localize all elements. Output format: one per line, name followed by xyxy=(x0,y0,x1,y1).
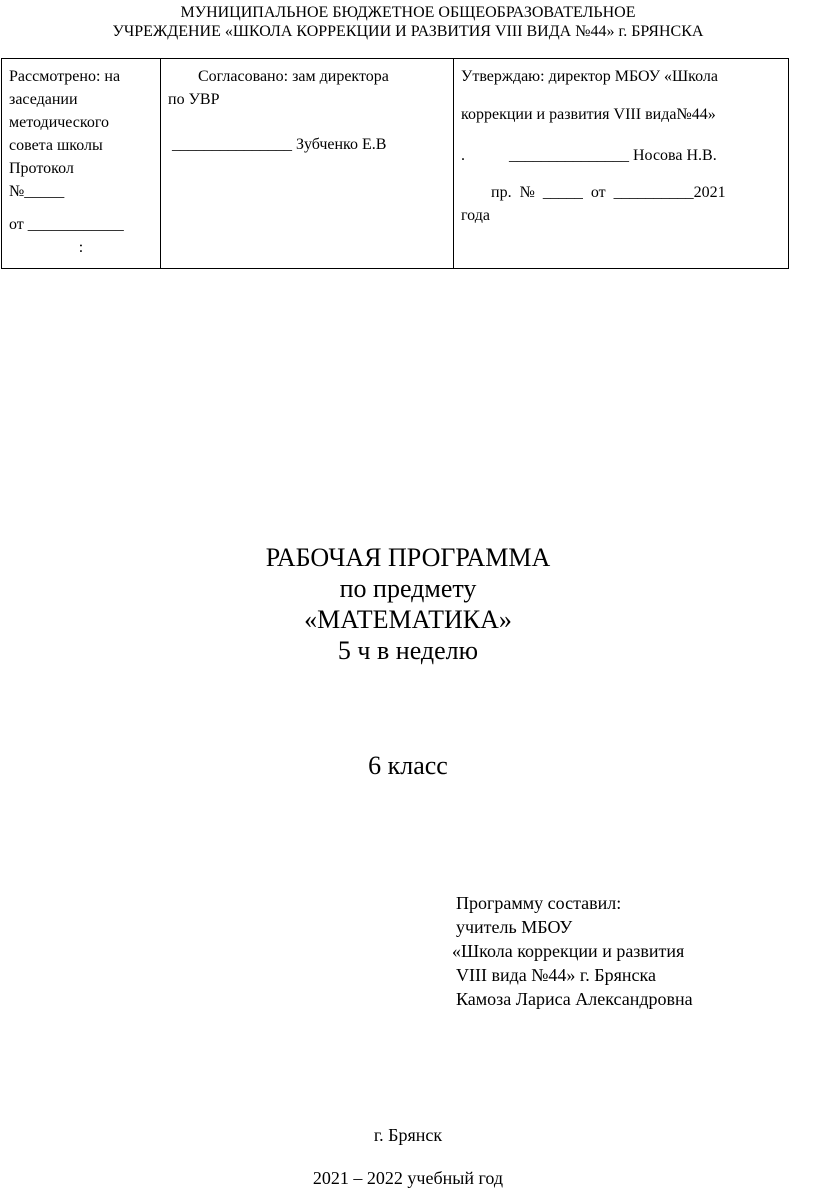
school-header xyxy=(0,3,816,41)
agreed-signature: _______________ Зубченко Е.В xyxy=(172,136,387,153)
grade-label: 6 класс xyxy=(368,751,448,780)
author-line-4: VIII вида №44» г. Брянска xyxy=(456,965,656,985)
approved-line-1: Утверждаю: директор МБОУ «Школа xyxy=(461,68,718,85)
city-label: г. Брянск xyxy=(373,1125,443,1145)
approved-cell xyxy=(454,59,789,269)
author-block xyxy=(452,891,693,1011)
approved-line-2: коррекции и развития VIII вида№44» xyxy=(461,106,716,123)
agreed-line-1: Согласовано: зам директора xyxy=(198,68,389,85)
author-line-1: Программу составил: xyxy=(456,893,622,913)
author-line-2: учитель МБОУ xyxy=(456,917,573,937)
considered-line-2: заседании xyxy=(9,91,78,108)
title-line-2: по предмету xyxy=(339,574,477,603)
school-header-line-1: МУНИЦИПАЛЬНОЕ БЮДЖЕТНОЕ ОБЩЕОБРАЗОВАТЕЛЬНОЕ xyxy=(180,4,636,21)
school-header-line-2: УЧРЕЖДЕНИЕ «ШКОЛА КОРРЕКЦИИ И РАЗВИТИЯ VIII ВИДА №44» г. БРЯНСКА xyxy=(112,23,704,40)
agreed-line-2: по УВР xyxy=(168,91,220,108)
protocol-number: №_____ xyxy=(9,183,65,200)
approval-table xyxy=(1,58,789,269)
considered-line-1: Рассмотрено: на xyxy=(9,68,121,85)
approved-signature: . _______________ Носова Н.В. xyxy=(461,147,717,164)
considered-line-4: совета школы xyxy=(9,137,103,154)
academic-year: 2021 – 2022 учебный год xyxy=(312,1168,504,1188)
considered-line-5: Протокол xyxy=(9,160,74,177)
agreed-cell xyxy=(161,59,454,269)
document-title xyxy=(0,542,816,666)
considered-colon: : xyxy=(78,239,84,256)
title-line-4: 5 ч в неделю xyxy=(337,636,479,665)
considered-cell xyxy=(2,59,161,269)
protocol-date: от ____________ xyxy=(9,216,124,233)
author-name: Камоза Лариса Александровна xyxy=(456,989,693,1009)
considered-line-3: методического xyxy=(9,114,110,131)
title-line-1: РАБОЧАЯ ПРОГРАММА xyxy=(265,543,551,572)
approved-order: пр. № _____ от __________2021 xyxy=(491,184,726,201)
title-line-3: «МАТЕМАТИКА» xyxy=(304,605,512,634)
author-line-3: «Школа коррекции и развития xyxy=(452,941,685,961)
approved-year: года xyxy=(461,207,490,224)
